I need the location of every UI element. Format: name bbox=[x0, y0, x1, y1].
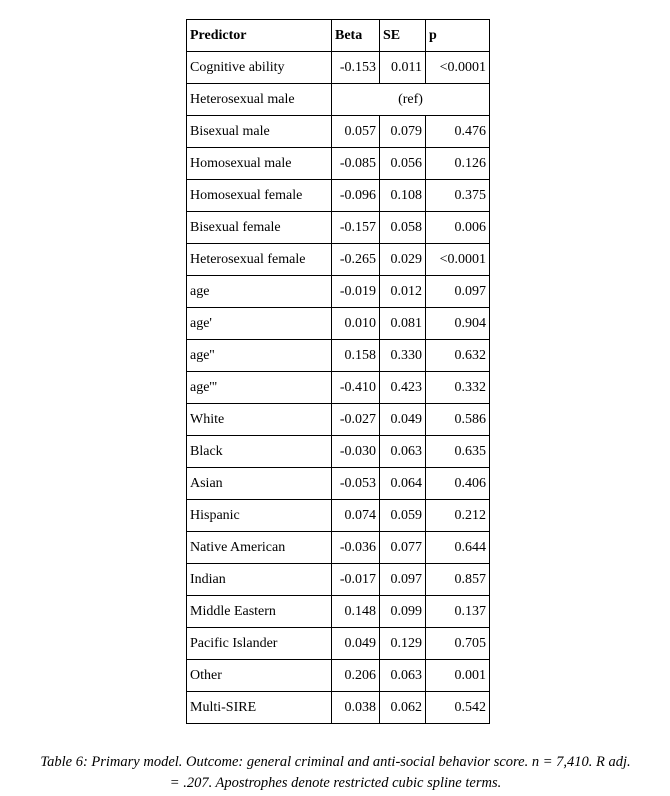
table-row bbox=[187, 532, 490, 564]
cell-p: 0.097 bbox=[426, 276, 490, 308]
cell-predictor: Native American bbox=[187, 532, 332, 564]
table-row bbox=[187, 52, 490, 84]
cell-p: <0.0001 bbox=[426, 244, 490, 276]
cell-p: 0.904 bbox=[426, 308, 490, 340]
cell-predictor: Asian bbox=[187, 468, 332, 500]
header-se: SE bbox=[380, 20, 426, 52]
cell-beta: -0.153 bbox=[332, 52, 380, 84]
cell-se: 0.108 bbox=[380, 180, 426, 212]
cell-p: 0.375 bbox=[426, 180, 490, 212]
cell-beta: 0.049 bbox=[332, 628, 380, 660]
cell-beta: -0.096 bbox=[332, 180, 380, 212]
cell-beta: -0.027 bbox=[332, 404, 380, 436]
table-row bbox=[187, 468, 490, 500]
caption-line-1: Table 6: Primary model. Outcome: general criminal and anti-social behavior score. n = 7,410. R adj. bbox=[40, 754, 631, 770]
cell-se: 0.423 bbox=[380, 372, 426, 404]
cell-p: 0.212 bbox=[426, 500, 490, 532]
table-row bbox=[187, 564, 490, 596]
cell-beta: 0.148 bbox=[332, 596, 380, 628]
table-body bbox=[187, 52, 490, 724]
table-row bbox=[187, 116, 490, 148]
table-row bbox=[187, 180, 490, 212]
table-row bbox=[187, 596, 490, 628]
header-beta: Beta bbox=[332, 20, 380, 52]
cell-p: 0.857 bbox=[426, 564, 490, 596]
cell-p: 0.644 bbox=[426, 532, 490, 564]
cell-predictor: Homosexual male bbox=[187, 148, 332, 180]
cell-predictor: Hispanic bbox=[187, 500, 332, 532]
cell-predictor: Heterosexual female bbox=[187, 244, 332, 276]
table-row bbox=[187, 84, 490, 116]
cell-predictor: age bbox=[187, 276, 332, 308]
cell-beta: -0.410 bbox=[332, 372, 380, 404]
cell-predictor: Multi-SIRE bbox=[187, 692, 332, 724]
cell-p: 0.001 bbox=[426, 660, 490, 692]
cell-se: 0.099 bbox=[380, 596, 426, 628]
cell-se: 0.011 bbox=[380, 52, 426, 84]
cell-se: 0.079 bbox=[380, 116, 426, 148]
cell-predictor: Other bbox=[187, 660, 332, 692]
cell-predictor: Indian bbox=[187, 564, 332, 596]
cell-predictor: age'' bbox=[187, 340, 332, 372]
cell-se: 0.330 bbox=[380, 340, 426, 372]
table-row bbox=[187, 436, 490, 468]
cell-p: 0.006 bbox=[426, 212, 490, 244]
table-caption bbox=[8, 752, 663, 794]
cell-se: 0.077 bbox=[380, 532, 426, 564]
cell-p: 0.586 bbox=[426, 404, 490, 436]
cell-p: 0.137 bbox=[426, 596, 490, 628]
cell-beta: -0.085 bbox=[332, 148, 380, 180]
cell-beta: -0.157 bbox=[332, 212, 380, 244]
cell-p: 0.632 bbox=[426, 340, 490, 372]
cell-p: 0.332 bbox=[426, 372, 490, 404]
table-row bbox=[187, 340, 490, 372]
cell-predictor: White bbox=[187, 404, 332, 436]
cell-p: 0.635 bbox=[426, 436, 490, 468]
cell-beta: 0.158 bbox=[332, 340, 380, 372]
cell-se: 0.064 bbox=[380, 468, 426, 500]
cell-beta: 0.074 bbox=[332, 500, 380, 532]
cell-predictor: Cognitive ability bbox=[187, 52, 332, 84]
table-row bbox=[187, 660, 490, 692]
cell-predictor: Pacific Islander bbox=[187, 628, 332, 660]
cell-reference: (ref) bbox=[332, 84, 490, 116]
cell-beta: -0.017 bbox=[332, 564, 380, 596]
cell-se: 0.063 bbox=[380, 436, 426, 468]
header-predictor: Predictor bbox=[187, 20, 332, 52]
cell-se: 0.056 bbox=[380, 148, 426, 180]
cell-predictor: Homosexual female bbox=[187, 180, 332, 212]
cell-se: 0.029 bbox=[380, 244, 426, 276]
table-row bbox=[187, 244, 490, 276]
cell-p: <0.0001 bbox=[426, 52, 490, 84]
cell-beta: 0.010 bbox=[332, 308, 380, 340]
cell-p: 0.126 bbox=[426, 148, 490, 180]
cell-predictor: Middle Eastern bbox=[187, 596, 332, 628]
cell-p: 0.406 bbox=[426, 468, 490, 500]
table-row bbox=[187, 308, 490, 340]
cell-beta: 0.038 bbox=[332, 692, 380, 724]
cell-se: 0.081 bbox=[380, 308, 426, 340]
table-row bbox=[187, 276, 490, 308]
cell-beta: 0.206 bbox=[332, 660, 380, 692]
cell-se: 0.058 bbox=[380, 212, 426, 244]
cell-p: 0.705 bbox=[426, 628, 490, 660]
table-row bbox=[187, 404, 490, 436]
results-table bbox=[186, 19, 490, 724]
table-header-row bbox=[187, 20, 490, 52]
table-row bbox=[187, 372, 490, 404]
cell-se: 0.012 bbox=[380, 276, 426, 308]
header-p: p bbox=[426, 20, 490, 52]
cell-beta: -0.053 bbox=[332, 468, 380, 500]
table-row bbox=[187, 148, 490, 180]
cell-p: 0.542 bbox=[426, 692, 490, 724]
cell-se: 0.129 bbox=[380, 628, 426, 660]
cell-predictor: age' bbox=[187, 308, 332, 340]
cell-beta: -0.036 bbox=[332, 532, 380, 564]
cell-se: 0.063 bbox=[380, 660, 426, 692]
cell-se: 0.059 bbox=[380, 500, 426, 532]
cell-se: 0.097 bbox=[380, 564, 426, 596]
cell-se: 0.062 bbox=[380, 692, 426, 724]
caption-line-2: = .207. Apostrophes denote restricted cubic spline terms. bbox=[169, 775, 502, 791]
cell-predictor: Bisexual female bbox=[187, 212, 332, 244]
cell-predictor: age''' bbox=[187, 372, 332, 404]
table-row bbox=[187, 500, 490, 532]
cell-predictor: Bisexual male bbox=[187, 116, 332, 148]
cell-predictor: Heterosexual male bbox=[187, 84, 332, 116]
cell-p: 0.476 bbox=[426, 116, 490, 148]
cell-beta: -0.019 bbox=[332, 276, 380, 308]
cell-beta: 0.057 bbox=[332, 116, 380, 148]
cell-beta: -0.030 bbox=[332, 436, 380, 468]
table-row bbox=[187, 628, 490, 660]
cell-beta: -0.265 bbox=[332, 244, 380, 276]
cell-predictor: Black bbox=[187, 436, 332, 468]
cell-se: 0.049 bbox=[380, 404, 426, 436]
table-row bbox=[187, 692, 490, 724]
table-row bbox=[187, 212, 490, 244]
